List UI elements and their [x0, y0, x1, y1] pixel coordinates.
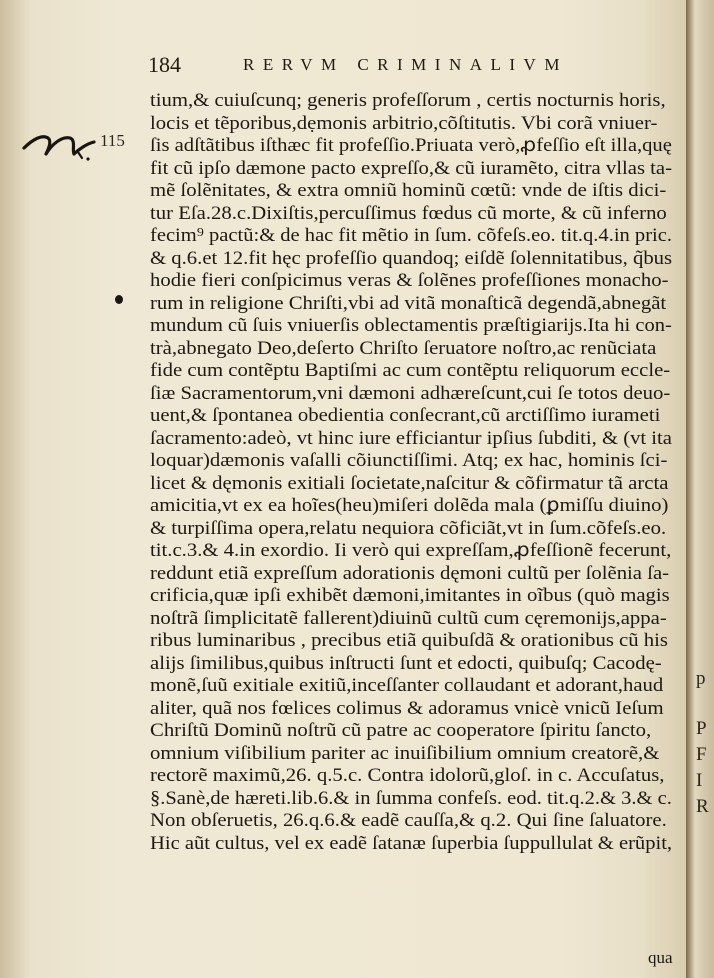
handwritten-marginal-mark-icon [18, 118, 98, 168]
text-line: tit.c.3.& 4.in exordio. Ii verò qui expreſſam,ꝓfeſſionẽ fecerunt, [150, 540, 672, 561]
text-line: monẽ,ſuũ exitiale exitiũ,inceſſanter collaudant et adorant,haud [150, 675, 664, 696]
text-line: ſis adſtãtibus iſthæc fit profeſſio.Priuata verò,ꝓfeſſio eſt illa,quę [150, 135, 672, 156]
text-line: tur Eſa.28.c.Dixiſtis,percuſſimus fœdus cũ morte, & cũ inferno [150, 202, 667, 224]
adjacent-page-edge [686, 0, 714, 978]
text-line: amicitia,vt ex ea hoĩes(heu)miſeri dolẽda mala (ꝑmiſſu diuino) [150, 495, 669, 516]
catchword: qua [648, 948, 673, 967]
text-line: mundum cũ ſuis vniuerſis oblectamentis præſtigiarijs.Ita hi con- [150, 315, 672, 336]
text-line: alijs ſimilibus,quibus inſtructi ſunt et edocti, quibuſq; Cacodę- [150, 652, 662, 674]
adjacent-fragment: P [696, 718, 707, 739]
text-line: mẽ ſolẽnitates, & extra omniũ hominũ cœtũ: vnde de iſtis dici- [150, 180, 667, 201]
text-line: aliter, quã nos fœlices colimus & adoramus vnicè vnicũ Ieſum [150, 697, 664, 719]
text-line: fide cum contẽptu Baptiſmi ac cum contẽptu reliquorum eccle- [150, 360, 671, 381]
text-line: crificia,quæ ipſi exhibẽt dæmoni,imitantes in oĩbus (quò magis [150, 585, 670, 606]
text-line: fecim⁹ pactũ:& de hac fit mẽtio in ſum. cõfeſs.eo. tit.q.4.in pric. [150, 225, 672, 246]
text-line: rectorẽ maximũ,26. q.5.c. Contra idolorũ,gloſ. in c. Accuſatus, [150, 765, 665, 786]
page-header [148, 52, 668, 80]
text-line: loquar)dæmonis vaſalli cõiunctiſſimi. Atq; ex hac, hominis ſci- [150, 450, 668, 471]
text-line: Hic aũt cultus, vel ex eadẽ ſatanæ ſuperbia ſuppullulat & erũpit, [150, 832, 673, 854]
text-line: & q.6.et 12.fit hęc profeſſio quandoq; eiſdẽ ſolennitatibus, q̃bus [150, 247, 673, 269]
text-line: Non obſeruetis, 26.q.6.& eadẽ cauſſa,& q.2. Qui ſine ſaluatore. [150, 810, 667, 831]
text-line: ſacramento:adeò, vt hinc iure efficiantur ipſius ſubditi, & (vt ita [150, 427, 672, 449]
body-text [150, 90, 686, 855]
adjacent-fragment: p [696, 668, 706, 689]
text-line: noſtrã ſimplicitatẽ fallerent)diuinũ cultũ cum cęremonijs,appa- [150, 607, 667, 629]
text-line: reddunt etiã expreſſum adorationis dęmoni cultũ per ſolẽnia ſa- [150, 562, 670, 584]
adjacent-fragment: I [696, 770, 703, 791]
adjacent-fragment: F [696, 744, 707, 765]
text-line: ribus luminaribus , precibus etiã quibuſdã & orationibus cũ his [150, 630, 668, 651]
text-line: trà,abnegato Deo,deſerto Chriſto ſeruatore noſtro,ac renũciata [150, 337, 657, 359]
text-line: tium,& cuiuſcunq; generis profeſſorum , certis nocturnis horis, [150, 90, 666, 111]
text-line: Chriſtũ Dominũ noſtrũ cũ patre ac cooperatore ſpiritu ſancto, [150, 720, 652, 741]
text-line: & turpiſſima opera,relatu nequiora cõficiãt,vt in ſum.cõfeſs.eo. [150, 517, 667, 539]
text-line: fit cũ ipſo dæmone pacto expreſſo,& cũ iuramẽto, citra vllas ta- [150, 157, 673, 179]
ink-dot [115, 295, 123, 304]
margin-section-number: 115 [100, 131, 125, 150]
text-line: hodie fieri conſpicimus veras & ſolẽnes profeſſiones monacho- [150, 270, 669, 291]
text-line: licet & dęmonis exitiali ſocietate,naſcitur & cõfirmatur tã arcta [150, 472, 669, 494]
page-number: 184 [148, 52, 181, 77]
adjacent-fragment: R [696, 796, 709, 817]
text-line: rum in religione Chriſti,vbi ad vitã monaſticã degendã,abnegãt [150, 292, 667, 314]
text-line: uent,& ſpontanea obedientia conſecrant,cũ arctiſſimo iurameti [150, 405, 661, 426]
text-line: locis et tẽporibus,dẹmonis arbitrio,cõſtitutis. Vbi corã vniuer- [150, 112, 658, 134]
text-line: omnium viſibilium pariter ac inuiſibilium omnium creatorẽ,& [150, 742, 660, 764]
text-line: ſiæ Sacramentorum,vni dæmoni adhæreſcunt,cui ſe totos deuo- [150, 382, 671, 404]
text-line: §.Sanè,de hæreti.lib.6.& in ſumma confeſs. eod. tit.q.2.& 3.& c. [150, 787, 672, 809]
running-title: RERVM CRIMINALIVM [243, 55, 568, 74]
